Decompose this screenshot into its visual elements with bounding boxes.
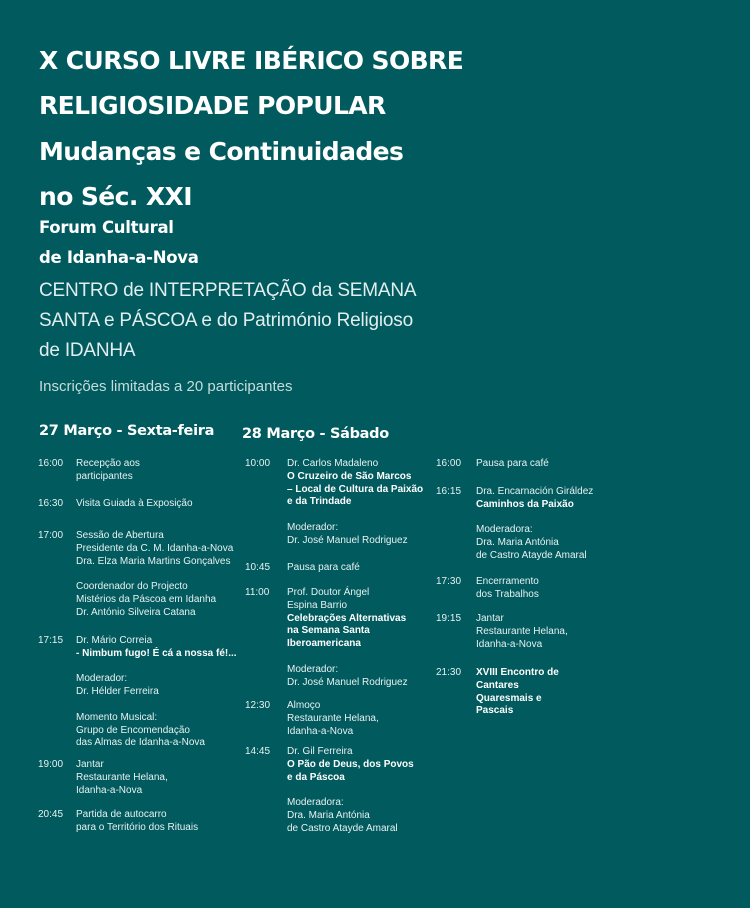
event-text-line: Restaurante Helana, [76, 771, 168, 783]
event-text-line: participantes [76, 470, 133, 482]
event-details [76, 759, 168, 797]
event-text-line: Dra. Elza Maria Martins Gonçalves [76, 555, 231, 567]
spacer [76, 699, 237, 712]
event-time: 11:00 [245, 587, 270, 598]
event-title-line: Cantares [476, 679, 519, 691]
event-time: 12:30 [245, 700, 271, 711]
event-title-line: e da Páscoa [287, 771, 345, 783]
event-details [287, 700, 379, 738]
event-text-line: Moderadora: [287, 797, 344, 809]
event-title-line: na Semana Santa [287, 625, 370, 637]
event-time: 10:45 [245, 562, 271, 573]
centro-line-2: SANTA e PÁSCOA e do Património Religioso [39, 310, 413, 331]
event-text-line: Almoço [287, 700, 321, 711]
event-text-line: de Castro Atayde Amaral [287, 822, 398, 834]
event-text-line: Idanha-a-Nova [476, 638, 543, 650]
event-text-line: Idanha-a-Nova [76, 784, 143, 796]
event-details [76, 498, 193, 511]
event-details [287, 746, 414, 836]
event-text-line: Visita Guiada à Exposição [76, 498, 193, 509]
event-text-line: dos Trabalhos [476, 588, 539, 600]
centro-line-3: de IDANHA [39, 340, 136, 361]
event-details [476, 486, 593, 563]
event-text-line: de Castro Atayde Amaral [476, 549, 587, 561]
spacer [287, 784, 414, 797]
event-text-line: Pausa para café [287, 562, 360, 573]
event-text-line: Restaurante Helana, [476, 625, 568, 637]
event-text-line: Moderador: [76, 673, 128, 685]
event-details [476, 458, 549, 471]
event-time: 21:30 [436, 667, 462, 678]
event-text-line: Dra. Encarnación Giráldez [476, 486, 594, 497]
event-time: 14:45 [245, 746, 271, 757]
event-time: 16:30 [38, 498, 64, 509]
event-time: 16:15 [436, 486, 462, 497]
event-text-line: Dr. José Manuel Rodriguez [287, 534, 408, 546]
event-text-line: Jantar [476, 613, 504, 624]
event-text-line: Dr. José Manuel Rodriguez [287, 676, 408, 688]
centro-line-1: CENTRO de INTERPRETAÇÃO da SEMANA [39, 280, 417, 301]
event-title-line: O Cruzeiro de São Marcos [287, 470, 412, 482]
event-text-line: Grupo de Encomendação [76, 724, 190, 736]
event-text-line: Dr. Carlos Madaleno [287, 458, 379, 469]
event-text-line: das Almas de Idanha-a-Nova [76, 737, 205, 749]
event-details [287, 458, 423, 548]
event-text-line: Moderador: [287, 521, 339, 533]
event-details [287, 587, 408, 689]
event-text-line: para o Território dos Rituais [76, 821, 199, 833]
event-title-line: Caminhos da Paixão [476, 498, 574, 510]
event-details [76, 458, 140, 484]
event-title-line: O Pão de Deus, dos Povos [287, 758, 414, 770]
event-title-line: e da Trindade [287, 496, 352, 508]
venue-line-2: de Idanha-a-Nova [39, 248, 199, 267]
event-title-line: Quaresmais e [476, 692, 542, 704]
event-text-line: Coordenador do Projecto [76, 581, 188, 593]
event-text-line: Moderador: [287, 663, 339, 675]
spacer [476, 512, 593, 525]
spacer [287, 509, 423, 522]
event-title-line: - Nimbum fugo! É cá a nossa fé!... [76, 647, 237, 659]
event-title-line: – Local de Cultura da Paixão [287, 483, 424, 495]
event-title-line: XVIII Encontro de [476, 667, 559, 678]
event-text-line: Partida de autocarro [76, 809, 167, 820]
event-time: 17:15 [38, 635, 64, 646]
event-text-line: Dr. António Silveira Catana [76, 606, 196, 618]
day-header-saturday: 28 Março - Sábado [242, 426, 389, 442]
event-text-line: Dra. Maria Antónia [476, 537, 559, 549]
event-text-line: Pausa para café [476, 458, 549, 469]
event-time: 16:00 [436, 458, 462, 469]
event-text-line: Espina Barrio [287, 599, 348, 611]
event-time: 16:00 [38, 458, 64, 469]
event-details [476, 576, 539, 602]
spacer [287, 651, 408, 664]
inscricoes-note: Inscrições limitadas a 20 participantes [39, 378, 293, 395]
spacer [76, 568, 233, 581]
event-details [76, 809, 198, 835]
title-line-1: X CURSO LIVRE IBÉRICO SOBRE [39, 46, 464, 75]
event-text-line: Momento Musical: [76, 711, 158, 723]
event-text-line: Dra. Maria Antónia [287, 809, 370, 821]
event-text-line: Dr. Gil Ferreira [287, 746, 353, 757]
event-title-line: Iberoamericana [287, 638, 361, 650]
event-text-line: Presidente da C. M. Idanha-a-Nova [76, 542, 234, 554]
event-time: 20:45 [38, 809, 64, 820]
event-details [476, 613, 568, 651]
event-details [76, 530, 233, 620]
event-text-line: Prof. Doutor Ángel [287, 587, 370, 598]
event-time: 17:00 [38, 530, 64, 541]
event-time: 17:30 [436, 576, 462, 587]
event-title-line: Celebrações Alternativas [287, 612, 407, 624]
event-title-line: Pascais [476, 705, 514, 717]
event-details [76, 635, 237, 750]
event-text-line: Recepção aos [76, 458, 140, 469]
event-text-line: Sessão de Abertura [76, 530, 164, 541]
event-text-line: Moderadora: [476, 524, 533, 536]
event-text-line: Idanha-a-Nova [287, 725, 354, 737]
spacer [76, 661, 237, 674]
event-text-line: Encerramento [476, 576, 539, 587]
event-time: 19:00 [38, 759, 64, 770]
event-text-line: Dr. Hélder Ferreira [76, 686, 159, 698]
subtitle-line-2: no Séc. XXI [39, 182, 192, 211]
day-header-friday: 27 Março - Sexta-feira [39, 423, 215, 439]
event-text-line: Jantar [76, 759, 104, 770]
event-time: 19:15 [436, 613, 462, 624]
event-details [476, 667, 559, 718]
event-text-line: Dr. Mário Correia [76, 635, 153, 646]
event-time: 10:00 [245, 458, 271, 469]
event-details [287, 562, 360, 575]
event-text-line: Restaurante Helana, [287, 712, 379, 724]
event-text-line: Mistérios da Páscoa em Idanha [76, 593, 217, 605]
venue-line-1: Forum Cultural [39, 218, 174, 237]
subtitle-line-1: Mudanças e Continuidades [39, 137, 404, 166]
title-line-2: RELIGIOSIDADE POPULAR [39, 91, 386, 120]
